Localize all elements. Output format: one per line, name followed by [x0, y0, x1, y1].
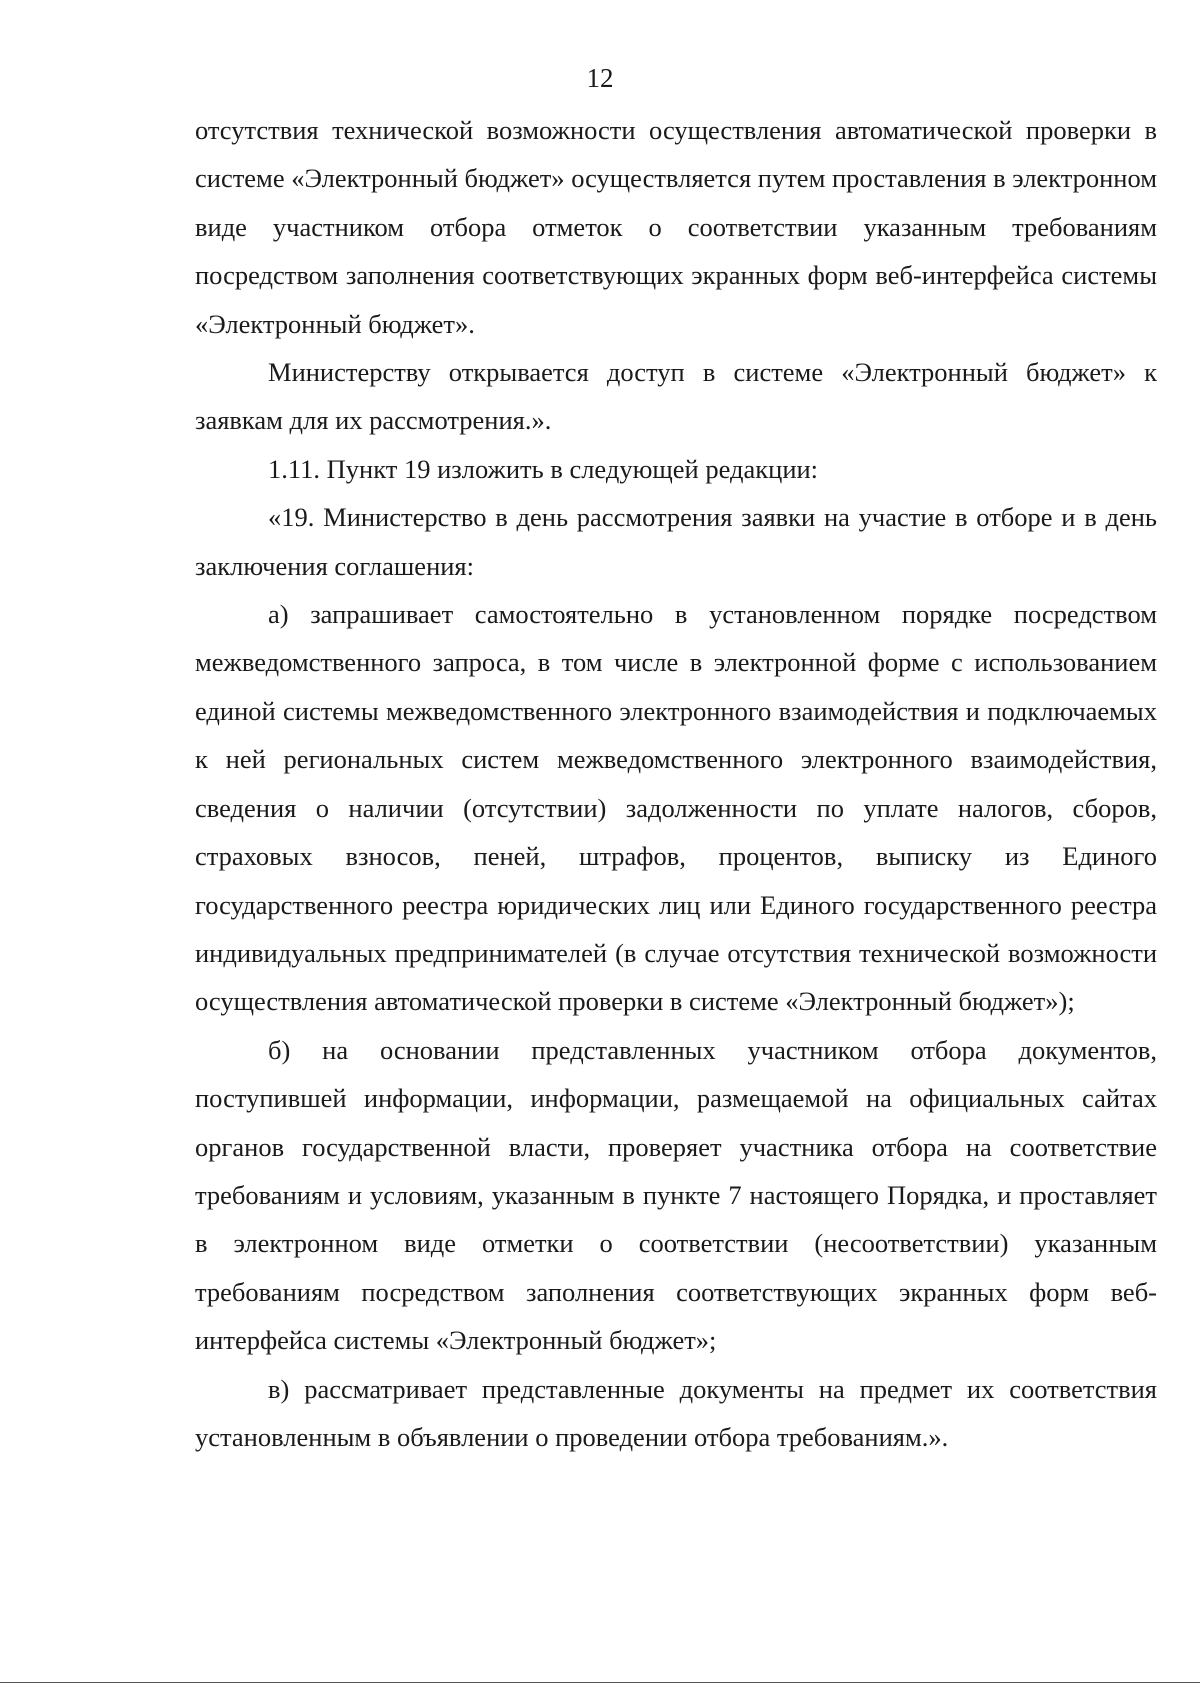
paragraph-subclause-v: в) рассматривает представленные документы на предмет их соответствия установленным в объявлении о проведении отбора требованиям.». [195, 1373, 1157, 1452]
page-number: 12 [586, 63, 614, 93]
paragraph-ministry-access: Министерству открывается доступ в системе «Электронный бюджет» к заявкам для их рассмотрения.». [195, 357, 1157, 436]
paragraph-continuation: отсутствия технической возможности осуществления автоматической проверки в системе «Электронный бюджет» осуществляется путем проставления в электронном виде участником отбора отметок о соответствии указанным требованиям посредством заполнения соответствующих экранных форм веб-интерфейса системы «Электронный бюджет». [195, 115, 1157, 339]
paragraph-subclause-b: б) на основании представленных участником отбора документов, поступившей информации, информации, размещаемой на официальных сайтах органов государственной власти, проверяет участника отбора на соответствие требованиям и условиям, указанным в пункте 7 настоящего Порядка, и проставляет в электронном виде отметки о соответствии (несоответствии) указанным требованиям посредством заполнения соответствующих экранных форм веб-интерфейса системы «Электронный бюджет»; [195, 1034, 1157, 1356]
paragraph-clause-19: «19. Министерство в день рассмотрения заявки на участие в отборе и в день заключения соглашения: [195, 502, 1157, 581]
paragraph-clause-1-11: 1.11. Пункт 19 изложить в следующей редакции: [268, 453, 819, 484]
document-body [195, 106, 1157, 1461]
footer-rule [0, 1682, 1200, 1683]
paragraph-subclause-a: а) запрашивает самостоятельно в установленном порядке посредством межведомственного запроса, в том числе в электронной форме с использованием единой системы межведомственного электронного взаимодействия и подключаемых к ней региональных систем межведомственного электронного взаимодействия, сведения о наличии (отсутствии) задолженности по уплате налогов, сборов, страховых взносов, пеней, штрафов, процентов, выписку из Единого государственного реестра юридических лиц или Единого государственного реестра индивидуальных предпринимателей (в случае отсутствия технической возможности осуществления автоматической проверки в системе «Электронный бюджет»); [195, 599, 1157, 1017]
